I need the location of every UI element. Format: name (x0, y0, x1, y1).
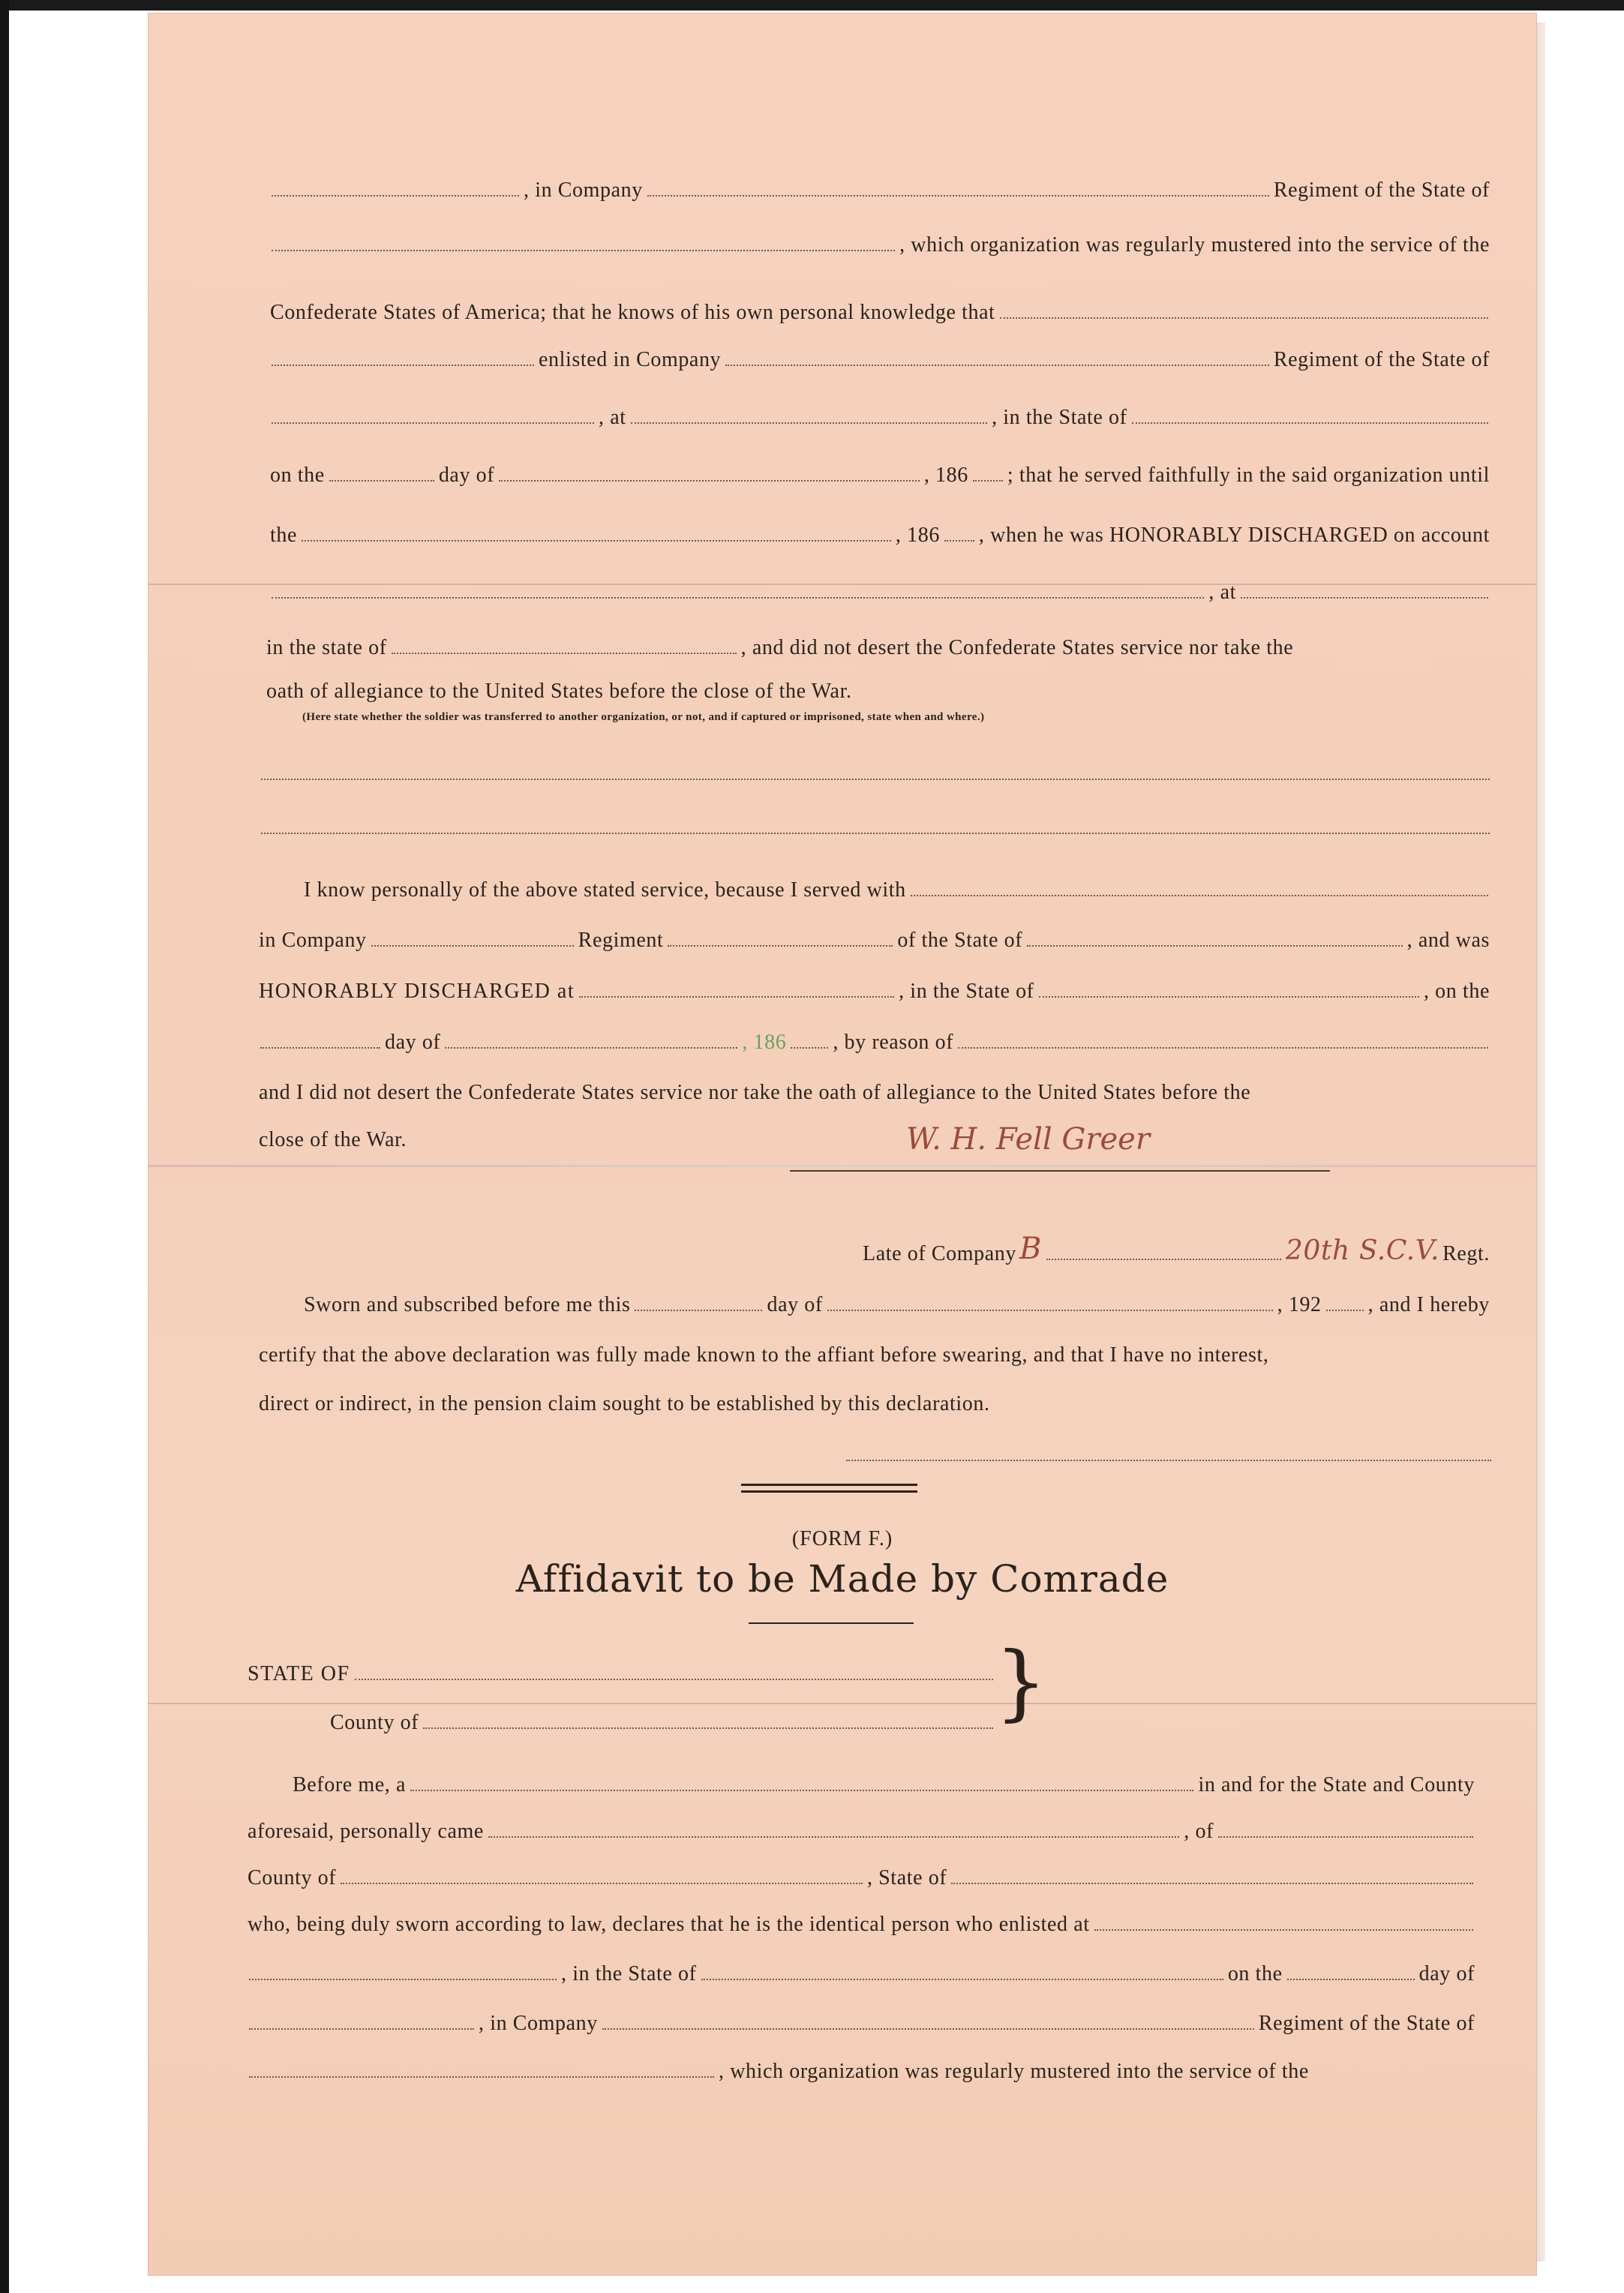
label: , at (599, 406, 626, 429)
label: County of (248, 1866, 337, 1889)
title-underline (749, 1622, 914, 1624)
label: the (270, 524, 298, 547)
label: enlisted in Company (539, 348, 722, 371)
state-field[interactable] (272, 245, 895, 251)
label: Sworn and subscribed before me this (304, 1293, 631, 1316)
form-line (302, 872, 1491, 902)
month-field[interactable] (445, 1043, 737, 1049)
enlist-place-field[interactable] (1094, 1925, 1473, 1931)
state-field[interactable] (249, 2072, 714, 2078)
year-field[interactable] (791, 1043, 828, 1049)
state-field[interactable] (355, 1674, 993, 1680)
label: Late of Company (863, 1242, 1016, 1265)
company-value: B (1019, 1232, 1042, 1266)
comrade-signature: W. H. Fell Greer (906, 1122, 1150, 1157)
form-line (269, 227, 1491, 257)
year-field[interactable] (1326, 1305, 1364, 1311)
label: ; that he served faithfully in the said organization until (1007, 464, 1490, 487)
label: , and was (1406, 929, 1490, 952)
label: , on the (1423, 980, 1490, 1003)
label: HONORABLY DISCHARGED at (259, 980, 575, 1003)
day-field[interactable] (260, 1043, 380, 1049)
form-line (246, 2054, 1476, 2084)
label: direct or indirect, in the pension claim sought to be established by this declaration. (259, 1392, 990, 1415)
form-line (291, 1767, 1476, 1797)
label: , in the State of (992, 406, 1127, 429)
label: certify that the above declaration was fully made known to the affiant before swearing, and that I have no interest, (259, 1343, 1269, 1367)
company-field[interactable] (371, 941, 574, 947)
scan-left-edge (0, 0, 9, 2293)
label: who, being duly sworn according to law, declares that he is the identical person who enlisted at (248, 1913, 1090, 1936)
form-line (257, 1122, 1491, 1152)
label: in the state of (266, 636, 387, 659)
label: in Company (259, 929, 367, 952)
form-line (269, 458, 1491, 488)
label: , when he was HONORABLY DISCHARGED on account (978, 524, 1490, 547)
form-line (257, 1386, 1491, 1416)
state-field[interactable] (392, 648, 737, 654)
year-field[interactable] (973, 476, 1003, 482)
form-line (269, 400, 1491, 430)
label: Regiment of the State of (1273, 348, 1490, 371)
county-field[interactable] (423, 1723, 993, 1729)
label: on the (270, 464, 325, 487)
instruction-note: (Here state whether the soldier was transferred to another organization, or not, and if captured or imprisoned, state when and where.) (302, 711, 985, 723)
label: , in the State of (561, 1962, 697, 1985)
place-field[interactable] (1241, 593, 1488, 599)
fold-crease (149, 1165, 1536, 1167)
form-line (257, 1075, 1491, 1105)
form-line (269, 173, 1491, 203)
place-field[interactable] (249, 1974, 557, 1980)
label: I know personally of the above stated service, because I served with (304, 878, 906, 902)
label: of the State of (897, 929, 1023, 952)
reason-field[interactable] (958, 1043, 1488, 1049)
label: , in Company (524, 179, 643, 202)
county-field[interactable] (341, 1878, 863, 1884)
label: , which organization was regularly mustered into the service of the (899, 233, 1490, 257)
label: , 186 (895, 524, 940, 547)
form-line (246, 1956, 1476, 1986)
scan-top-edge (0, 0, 1624, 11)
label: Regt. (1442, 1242, 1490, 1265)
label: aforesaid, personally came (248, 1820, 484, 1843)
company-field[interactable] (602, 2024, 1254, 2030)
form-line (269, 518, 1491, 548)
form-line (257, 923, 1491, 953)
company-field[interactable] (1046, 1254, 1281, 1260)
form-line (269, 295, 1491, 325)
label: STATE OF (248, 1662, 350, 1685)
state-field[interactable] (701, 1974, 1223, 1980)
form-line (269, 342, 1491, 372)
late-of-company-line (861, 1232, 1491, 1266)
label: Before me, a (293, 1773, 407, 1796)
state-field[interactable] (272, 418, 594, 424)
name-field[interactable] (272, 360, 534, 366)
label: , by reason of (833, 1031, 954, 1054)
label: , of (1184, 1820, 1214, 1843)
officer-title-field[interactable] (410, 1785, 1193, 1791)
form-line (246, 1814, 1476, 1844)
form-line (265, 630, 1491, 660)
label: day of (385, 1031, 441, 1054)
state-field[interactable] (1132, 418, 1488, 424)
place-field[interactable] (579, 992, 894, 998)
form-line (269, 575, 1491, 605)
label: , State of (866, 1866, 947, 1889)
label: , 186 (923, 464, 968, 487)
form-title: Affidavit to be Made by Comrade (515, 1557, 1169, 1601)
day-field[interactable] (635, 1305, 762, 1311)
residence-field[interactable] (1218, 1832, 1473, 1838)
label: Regiment (578, 929, 664, 952)
label: on the (1227, 1962, 1283, 1985)
company-field[interactable] (725, 360, 1269, 366)
form-line (257, 1337, 1491, 1367)
form-line (257, 1025, 1491, 1055)
state-field[interactable] (1027, 941, 1402, 947)
day-field[interactable] (329, 476, 434, 482)
label: close of the War. (259, 1128, 407, 1151)
state-of-line (246, 1656, 996, 1686)
officer-signature-field[interactable] (846, 1458, 1491, 1461)
fold-crease (149, 1703, 1536, 1704)
label: day of (1418, 1962, 1475, 1985)
label: , 192 (1277, 1293, 1322, 1316)
name-field[interactable] (272, 191, 519, 197)
label: day of (767, 1293, 823, 1316)
transfer-notes-field[interactable] (261, 831, 1490, 834)
place-field[interactable] (631, 418, 987, 424)
label: , and did not desert the Confederate States service nor take the (740, 636, 1294, 659)
served-with-field[interactable] (911, 890, 1488, 896)
form-page (149, 14, 1536, 2275)
date-field[interactable] (302, 536, 891, 542)
county-of-line (329, 1705, 996, 1735)
month-field[interactable] (827, 1305, 1273, 1311)
month-field[interactable] (499, 476, 920, 482)
state-field[interactable] (951, 1878, 1473, 1884)
brace-symbol: } (995, 1634, 1047, 1730)
label: , and I hereby (1367, 1293, 1490, 1316)
label: Regiment of the State of (1258, 2012, 1475, 2035)
soldier-name-field[interactable] (1000, 313, 1489, 319)
label: and I did not desert the Confederate States service nor take the oath of allegiance to the United States before the (259, 1081, 1251, 1104)
form-line (246, 2006, 1476, 2036)
month-field[interactable] (249, 2024, 474, 2030)
label: , in Company (479, 2012, 598, 2035)
regiment-field[interactable] (668, 941, 893, 947)
reason-field[interactable] (272, 593, 1204, 599)
section-divider (741, 1484, 917, 1493)
form-line (246, 1860, 1476, 1890)
form-line (302, 1287, 1491, 1317)
label: Regiment of the State of (1273, 179, 1490, 202)
regiment-value: 20th S.C.V. (1285, 1235, 1440, 1266)
label: day of (438, 464, 495, 487)
label: , 186 (742, 1031, 787, 1054)
label: oath of allegiance to the United States before the close of the War. (266, 680, 852, 703)
state-field[interactable] (1039, 992, 1419, 998)
label: , which organization was regularly mustered into the service of the (719, 2060, 1309, 2083)
label: in and for the State and County (1198, 1773, 1475, 1796)
form-line (265, 674, 1491, 704)
company-field[interactable] (647, 191, 1269, 197)
form-line (257, 974, 1491, 1004)
label: County of (330, 1711, 419, 1734)
day-field[interactable] (1287, 1974, 1415, 1980)
form-label: (FORM F.) (791, 1527, 893, 1550)
transfer-notes-field[interactable] (261, 777, 1490, 780)
label: , at (1208, 581, 1236, 604)
year-field[interactable] (944, 536, 974, 542)
form-line (246, 1907, 1476, 1937)
label: Confederate States of America; that he knows of his own personal knowledge that (270, 301, 995, 324)
comrade-name-field[interactable] (488, 1832, 1179, 1838)
label: , in the State of (899, 980, 1034, 1003)
signature-line[interactable] (790, 1169, 1330, 1172)
